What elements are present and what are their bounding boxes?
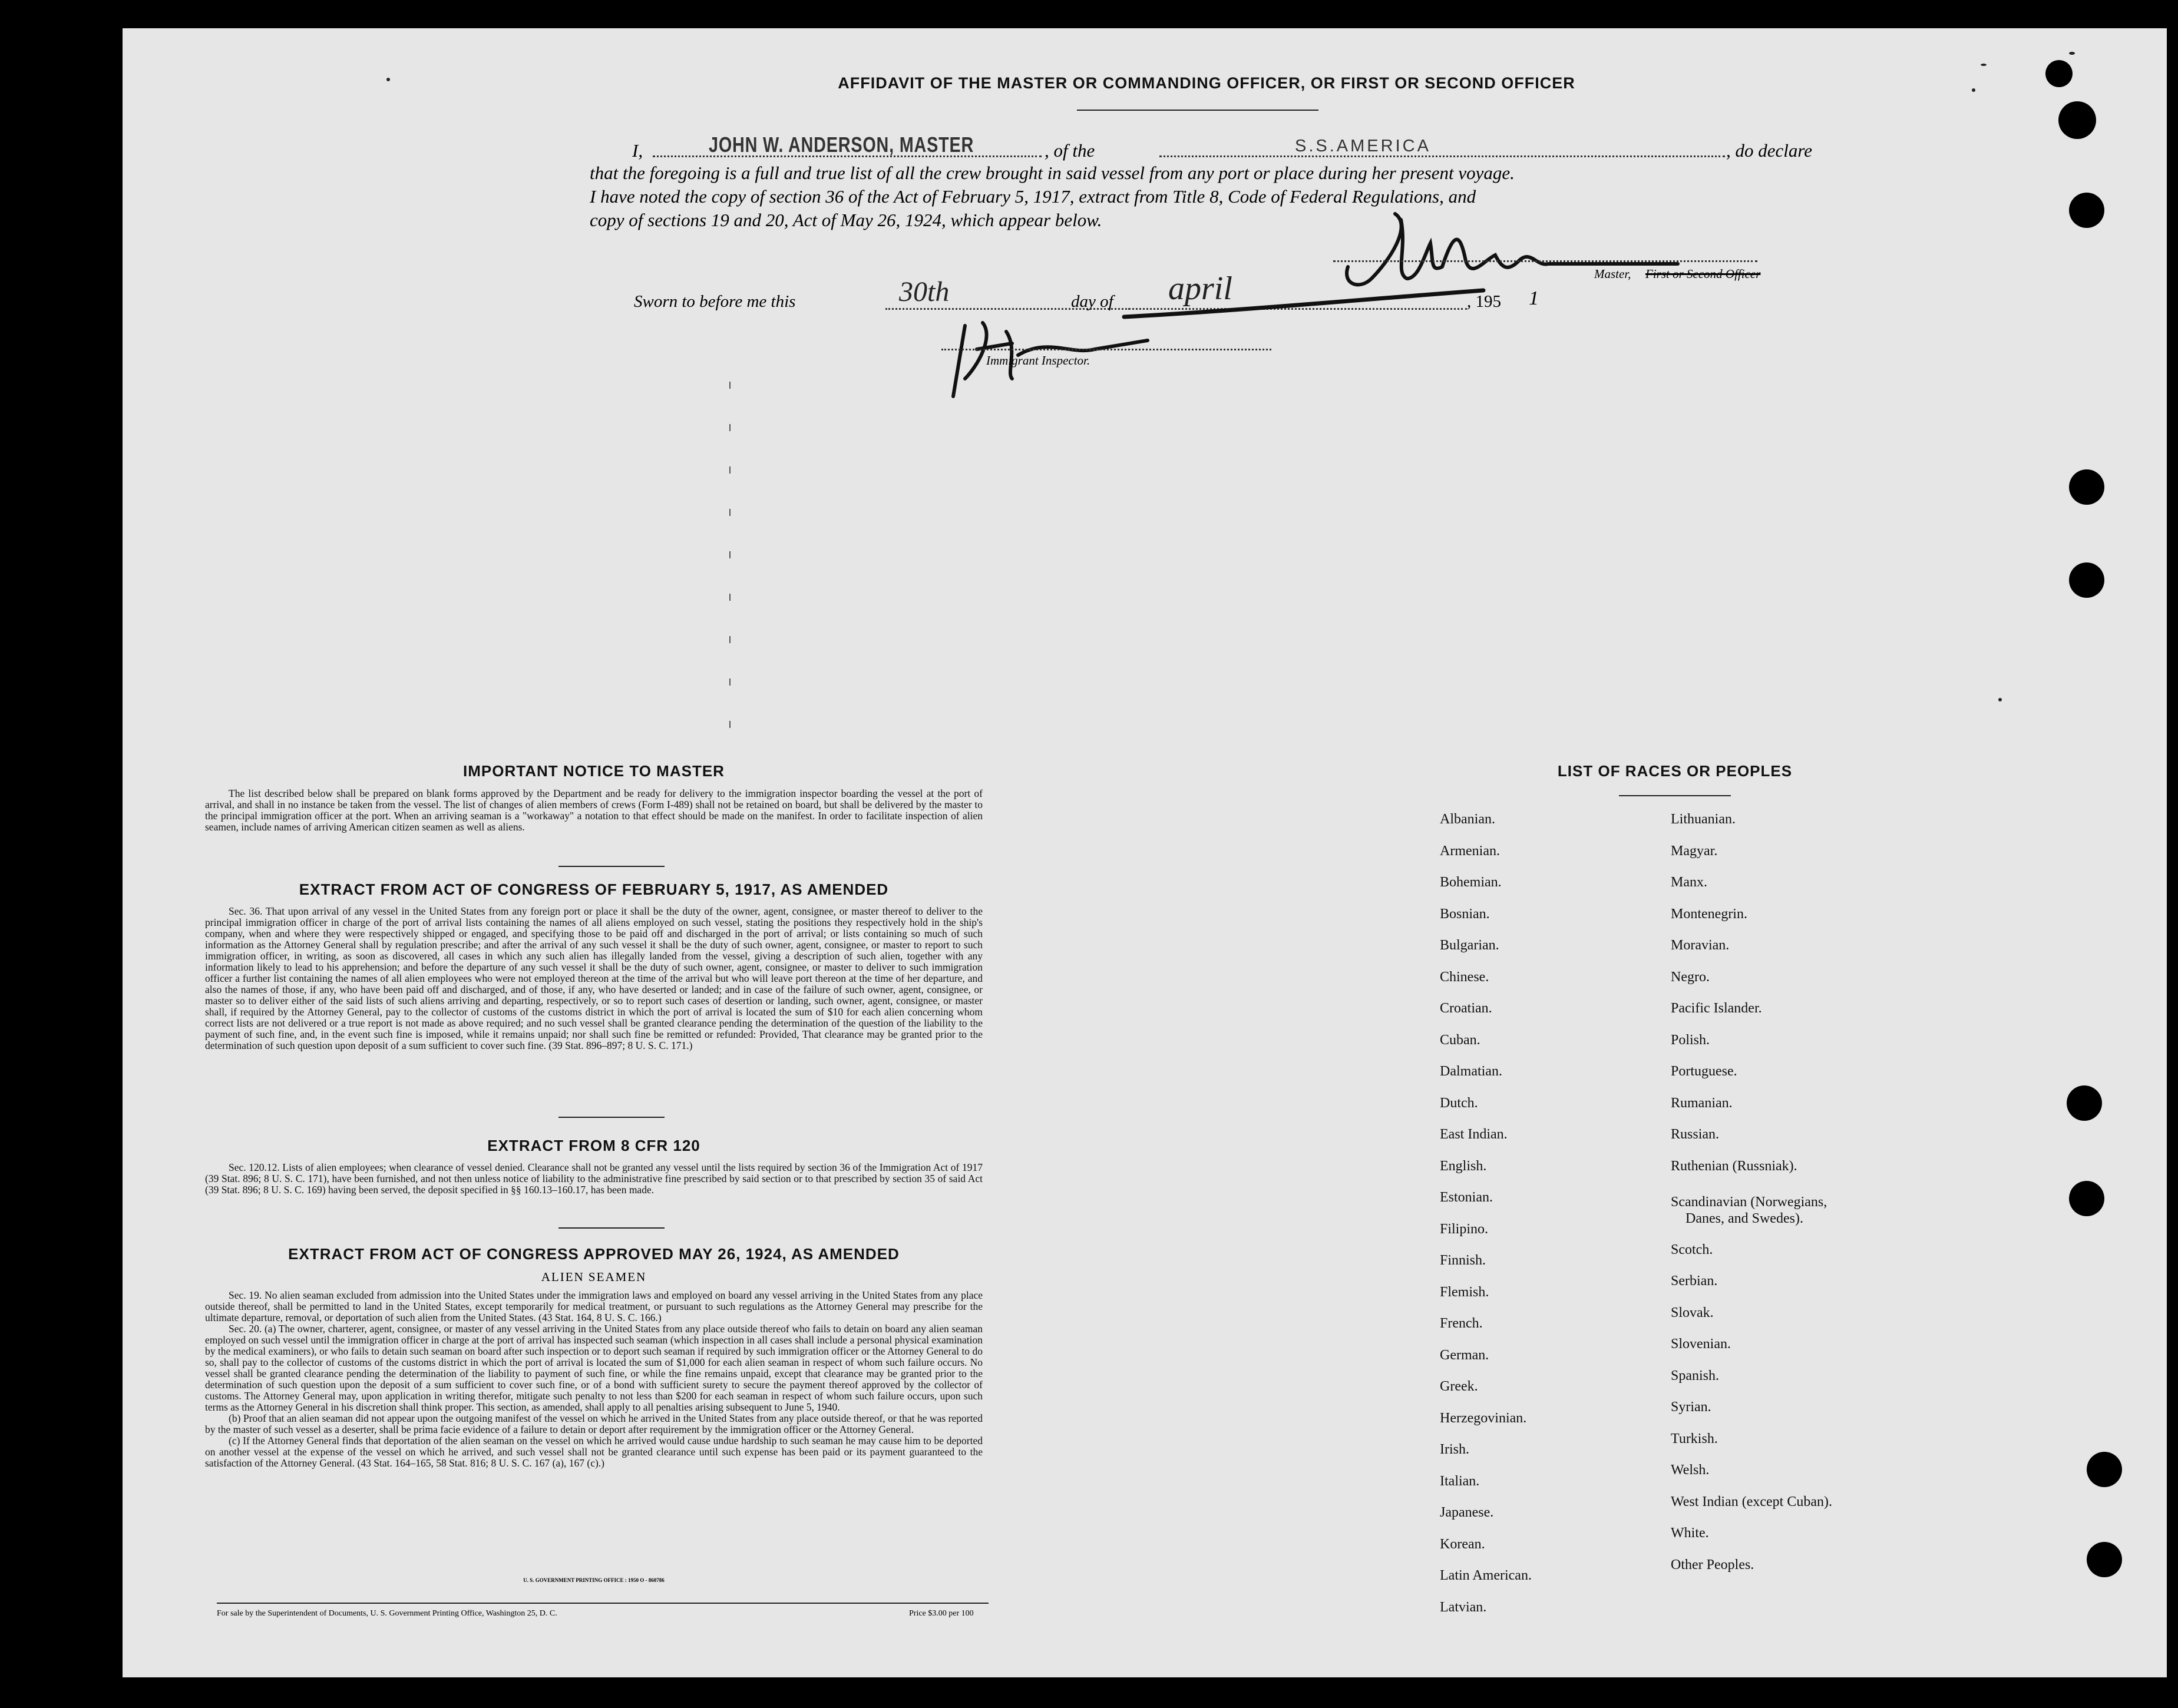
punch-hole bbox=[2087, 1452, 2122, 1487]
cfr-body: Sec. 120.12. Lists of alien employees; when clearance of vessel denied. Clearance shall not be granted any vessel until the lists required by section 36 of the Immigration Act of 1917 (39 Stat. 896; 8 U. S. C. 171), have been furnished, and not then unless notice of liability to the administrative fine prescribed by said section or to that prescribed by section 35 of said Act (39 Stat. 896; 8 U. S. C. 169) having been served, the deposit specified in §§ 160.13–160.17, has been made. bbox=[205, 1161, 983, 1196]
notice-title: IMPORTANT NOTICE TO MASTER bbox=[463, 762, 725, 780]
race-item: Moravian. bbox=[1671, 938, 1730, 953]
gpo-imprint: U. S. GOVERNMENT PRINTING OFFICE : 1950 O - 860786 bbox=[523, 1577, 665, 1583]
race-item: Italian. bbox=[1440, 1473, 1480, 1489]
punch-hole bbox=[2069, 1181, 2104, 1216]
inspector-caption: Immigrant Inspector. bbox=[986, 353, 1090, 368]
sworn-label: Sworn to before me this bbox=[634, 292, 796, 311]
section-20b: (b) Proof that an alien seaman did not appear upon the outgoing manifest of the vessel on which he arrived in the United States from any place outside thereof, or that he was reported by the master of such vessel as a deserter, shall be prima facie evidence of a failure to detain or deport after requirement by the immigration officer or the Attorney General. bbox=[205, 1412, 983, 1435]
crease-mark bbox=[729, 594, 731, 601]
section-20a: Sec. 20. (a) The owner, charterer, agent, consignee, or master of any vessel arriving in the United States from any place outside thereof who fails to detain on board any alien seaman employed on such vessel until the immigration officer in charge at the port of arrival has inspected such seaman (which inspection in all cases shall include a personal physical examination by the medical examiners), or who fails to detain such seaman on board after such inspection or to deport such seaman if required by such immigration officer or the Attorney General to do so, shall pay to the collector of customs of the customs district in which the port of arrival is located the sum of $1,000 for each alien seaman in respect of whom such failure occurs. No vessel shall be granted clearance pending the determination of the liability to payment of such fine, or while the fine remains unpaid, except that clearance may be granted prior to the determination of such question upon the deposit of a sum sufficient to cover such fine, or of a bond with sufficient surety to secure the payment thereof approved by the collector of customs. The Attorney General may, upon application in writing therefor, mitigate such penalty to not less than $200 for each seaman in respect of whom such failure occurs, upon such terms as the Attorney General in his discretion shall think proper. This section, as amended, shall apply to all penalties arising subsequent to June 5, 1940. bbox=[205, 1323, 983, 1413]
extract-1924-body bbox=[205, 1290, 983, 1469]
crease-mark bbox=[729, 424, 731, 431]
crease-mark bbox=[729, 382, 731, 389]
race-item: Korean. bbox=[1440, 1536, 1485, 1552]
affidavit-title: AFFIDAVIT OF THE MASTER OR COMMANDING OFFICER, OR FIRST OR SECOND OFFICER bbox=[838, 74, 1575, 92]
race-item: Finnish. bbox=[1440, 1253, 1486, 1268]
vessel-line bbox=[1159, 155, 1725, 157]
speck bbox=[1981, 64, 1987, 66]
race-item: Polish. bbox=[1671, 1032, 1710, 1048]
master-caption: Master, bbox=[1594, 267, 1631, 281]
cfr-rule bbox=[558, 1227, 665, 1229]
race-item: Greek. bbox=[1440, 1379, 1478, 1394]
race-item: Syrian. bbox=[1671, 1399, 1711, 1415]
race-item: Cuban. bbox=[1440, 1032, 1480, 1048]
month-underline-stroke bbox=[1118, 287, 1489, 323]
inspector-signature-line bbox=[941, 349, 1271, 350]
race-item: Dutch. bbox=[1440, 1095, 1478, 1111]
crease-mark bbox=[729, 466, 731, 474]
extract-1924-title: EXTRACT FROM ACT OF CONGRESS APPROVED MAY 26, 1924, AS AMENDED bbox=[288, 1245, 900, 1263]
race-item: Croatian. bbox=[1440, 1001, 1492, 1016]
race-item: Serbian. bbox=[1671, 1273, 1718, 1289]
punch-hole bbox=[2069, 469, 2104, 505]
year-suffix: 1 bbox=[1529, 287, 1539, 309]
race-item: Negro. bbox=[1671, 969, 1710, 985]
crease-mark bbox=[729, 551, 731, 558]
race-item: Russian. bbox=[1671, 1127, 1720, 1142]
title-rule bbox=[1077, 110, 1318, 111]
extract-1917-body: Sec. 36. That upon arrival of any vessel in the United States from any foreign port or place it shall be the duty of the owner, agent, consignee, or master thereof to deliver to the principal immigration officer in charge of the port of arrival lists containing the names of all aliens employed on such vessel, stating the positions they respectively hold in the ship's company, when and where they were respectively shipped or engaged, and specifying those to be paid off and discharged in the port of arrival; or lists containing so much of such information as the Attorney General shall by regulation prescribe; and after the arrival of any such vessel it shall be the duty of such owner, agent, consignee, or master to report to such immigration officer, in writing, as soon as discovered, all cases in which any such alien has illegally landed from the vessel, giving a description of such alien, together with any information likely to lead to his apprehension; and before the departure of any such vessel it shall be the duty of such owner, agent, consignee, or master to deliver to such immigration officer a further list containing the names of all alien employees who were not employed thereon at the time of the arrival but who will leave port thereon at the time of her departure, and also the names of those, if any, who have been paid off and discharged, and of those, if any, who have deserted or landed; and in case of the failure of such owner, agent, consignee, or master so to deliver either of the said lists of such aliens arriving and departing, respectively, or so to report such cases of desertion or landing, such owner, agent, consignee, or master shall, if required by the Attorney General, pay to the collector of customs of the customs district in which the port of arrival is located the sum of $10 for each alien concerning whom correct lists are not delivered or a true report is not made as above required; and no such vessel shall be granted clearance pending the determination of the question of the liability to the payment of such fine, and, in the event such fine is imposed, while it remains unpaid; nor shall such fine be remitted or refunded: Provided, That clearance may be granted prior to the determination of such question upon deposit of a sum sufficient to cover such fine. (39 Stat. 896–897; 8 U. S. C. 171.) bbox=[205, 905, 983, 1051]
speck bbox=[1972, 88, 1975, 92]
sworn-month-value: april bbox=[1168, 270, 1232, 307]
notice-body: The list described below shall be prepared on blank forms approved by the Department and be ready for delivery to the immigration inspector boarding the vessel at the port of arrival, and shall in no instance be taken from the vessel. The list of changes of alien members of crews (Form I-489) shall not be retained on board, but shall be delivered by the master to the principal immigration officer at the port. When an arriving seaman is a "workaway" a notation to that effect should be made on the manifest. In order to facilitate inspection of alien seamen, include names of arriving American citizen seamen as well as aliens. bbox=[205, 787, 983, 833]
race-item: Lithuanian. bbox=[1671, 812, 1736, 827]
section-19: Sec. 19. No alien seaman excluded from admission into the United States under the immigration laws and employed on board any vessel arriving in the United States from any place outside thereof, shall be permitted to land in the United States, except temporarily for medical treatment, or pursuant to such regulations as the Attorney General may prescribe for the ultimate departure, removal, or deportation of such alien from the United States. (43 Stat. 164, 8 U. S. C. 166.) bbox=[205, 1289, 983, 1323]
race-item: Scandinavian (Norwegians, bbox=[1671, 1194, 1827, 1210]
of-the-label: , of the bbox=[1045, 140, 1095, 161]
punch-hole bbox=[2069, 193, 2104, 228]
extract-1917-title: EXTRACT FROM ACT OF CONGRESS OF FEBRUARY 5, 1917, AS AMENDED bbox=[299, 881, 889, 898]
race-item: East Indian. bbox=[1440, 1127, 1508, 1142]
race-item: Magyar. bbox=[1671, 843, 1718, 859]
speck bbox=[386, 78, 390, 81]
race-item: Chinese. bbox=[1440, 969, 1489, 985]
race-item: Herzegovinian. bbox=[1440, 1410, 1527, 1426]
extract-1924-subtitle: ALIEN SEAMEN bbox=[541, 1270, 647, 1284]
speck bbox=[1998, 698, 2002, 701]
races-title-rule bbox=[1619, 795, 1731, 796]
race-item: Montenegrin. bbox=[1671, 906, 1747, 922]
cfr-title: EXTRACT FROM 8 CFR 120 bbox=[487, 1137, 700, 1154]
race-item: Irish. bbox=[1440, 1442, 1469, 1457]
punch-hole bbox=[2045, 60, 2073, 87]
race-item: Rumanian. bbox=[1671, 1095, 1733, 1111]
section-20c: (c) If the Attorney General finds that deportation of the alien seaman on the vessel on which he arrived would cause undue hardship to such seaman he may cause him to be deported on another vessel at the expense of the vessel on which he arrived, and such vessel shall not be granted clearance until such expense has been paid or its payment guaranteed to the satisfaction of the Attorney General. (43 Stat. 164–165, 58 Stat. 816; 8 U. S. C. 167 (a), 167 (c).) bbox=[205, 1435, 983, 1469]
race-item: Japanese. bbox=[1440, 1505, 1494, 1520]
document-page bbox=[123, 28, 2167, 1677]
race-item: English. bbox=[1440, 1158, 1487, 1174]
notice-rule bbox=[558, 866, 665, 867]
race-item: Flemish. bbox=[1440, 1284, 1489, 1300]
race-item: Danes, and Swedes). bbox=[1685, 1211, 1803, 1226]
race-item: Albanian. bbox=[1440, 812, 1495, 827]
race-item: Bohemian. bbox=[1440, 875, 1502, 890]
race-item: French. bbox=[1440, 1316, 1483, 1331]
race-item: Latin American. bbox=[1440, 1568, 1532, 1583]
struck-officer-caption: First or Second Officer bbox=[1645, 267, 1761, 281]
race-item: West Indian (except Cuban). bbox=[1671, 1494, 1832, 1510]
race-item: Portuguese. bbox=[1671, 1064, 1737, 1079]
affidavit-text-1: that the foregoing is a full and true list of all the crew brought in said vessel from any port or place during her present voyage. bbox=[590, 163, 1515, 183]
day-of-label: day of bbox=[1071, 292, 1113, 311]
race-item: White. bbox=[1671, 1525, 1709, 1541]
race-item: Other Peoples. bbox=[1671, 1557, 1754, 1573]
footer-rule bbox=[217, 1603, 989, 1604]
vessel-value: S.S.AMERICA bbox=[1295, 137, 1431, 155]
speck bbox=[2069, 52, 2075, 55]
year-prefix: , 195 bbox=[1467, 292, 1501, 311]
race-item: Slovak. bbox=[1671, 1305, 1714, 1320]
race-item: Bosnian. bbox=[1440, 906, 1490, 922]
race-item: Armenian. bbox=[1440, 843, 1500, 859]
race-item: Latvian. bbox=[1440, 1599, 1487, 1615]
race-item: Spanish. bbox=[1671, 1368, 1720, 1383]
crease-mark bbox=[729, 721, 731, 728]
price-notice: Price $3.00 per 100 bbox=[909, 1609, 974, 1618]
race-item: Bulgarian. bbox=[1440, 938, 1499, 953]
sworn-day-value: 30th bbox=[899, 276, 950, 307]
race-item: Welsh. bbox=[1671, 1462, 1710, 1478]
race-item: Slovenian. bbox=[1671, 1336, 1731, 1352]
punch-hole bbox=[2069, 562, 2104, 598]
race-item: Manx. bbox=[1671, 875, 1707, 890]
race-item: Dalmatian. bbox=[1440, 1064, 1502, 1079]
race-item: Estonian. bbox=[1440, 1190, 1493, 1205]
race-item: Scotch. bbox=[1671, 1242, 1713, 1257]
punch-hole bbox=[2087, 1542, 2122, 1577]
affidavit-text-3: copy of sections 19 and 20, Act of May 26, 1924, which appear below. bbox=[590, 210, 1102, 230]
race-item: Ruthenian (Russniak). bbox=[1671, 1158, 1797, 1174]
punch-hole bbox=[2067, 1085, 2102, 1121]
affidavit-text-2: I have noted the copy of section 36 of the Act of February 5, 1917, extract from Title 8, Code of Federal Regulations, and bbox=[590, 186, 1476, 207]
crease-mark bbox=[729, 678, 731, 686]
for-sale-notice: For sale by the Superintendent of Documents, U. S. Government Printing Office, Washington 25, D. C. bbox=[217, 1609, 557, 1618]
extract-1917-rule bbox=[558, 1117, 665, 1118]
do-declare-label: , do declare bbox=[1726, 140, 1813, 161]
race-item: Filipino. bbox=[1440, 1221, 1489, 1237]
race-item: Pacific Islander. bbox=[1671, 1001, 1762, 1016]
master-signature-line bbox=[1333, 260, 1757, 262]
race-item: Turkish. bbox=[1671, 1431, 1718, 1446]
crease-mark bbox=[729, 509, 731, 516]
declare-i: I, bbox=[632, 140, 643, 161]
race-item: German. bbox=[1440, 1347, 1489, 1363]
punch-hole bbox=[2058, 101, 2096, 139]
master-name-value: JOHN W. ANDERSON, MASTER bbox=[709, 133, 974, 157]
crease-mark bbox=[729, 636, 731, 643]
races-title: LIST OF RACES OR PEOPLES bbox=[1557, 762, 1793, 780]
